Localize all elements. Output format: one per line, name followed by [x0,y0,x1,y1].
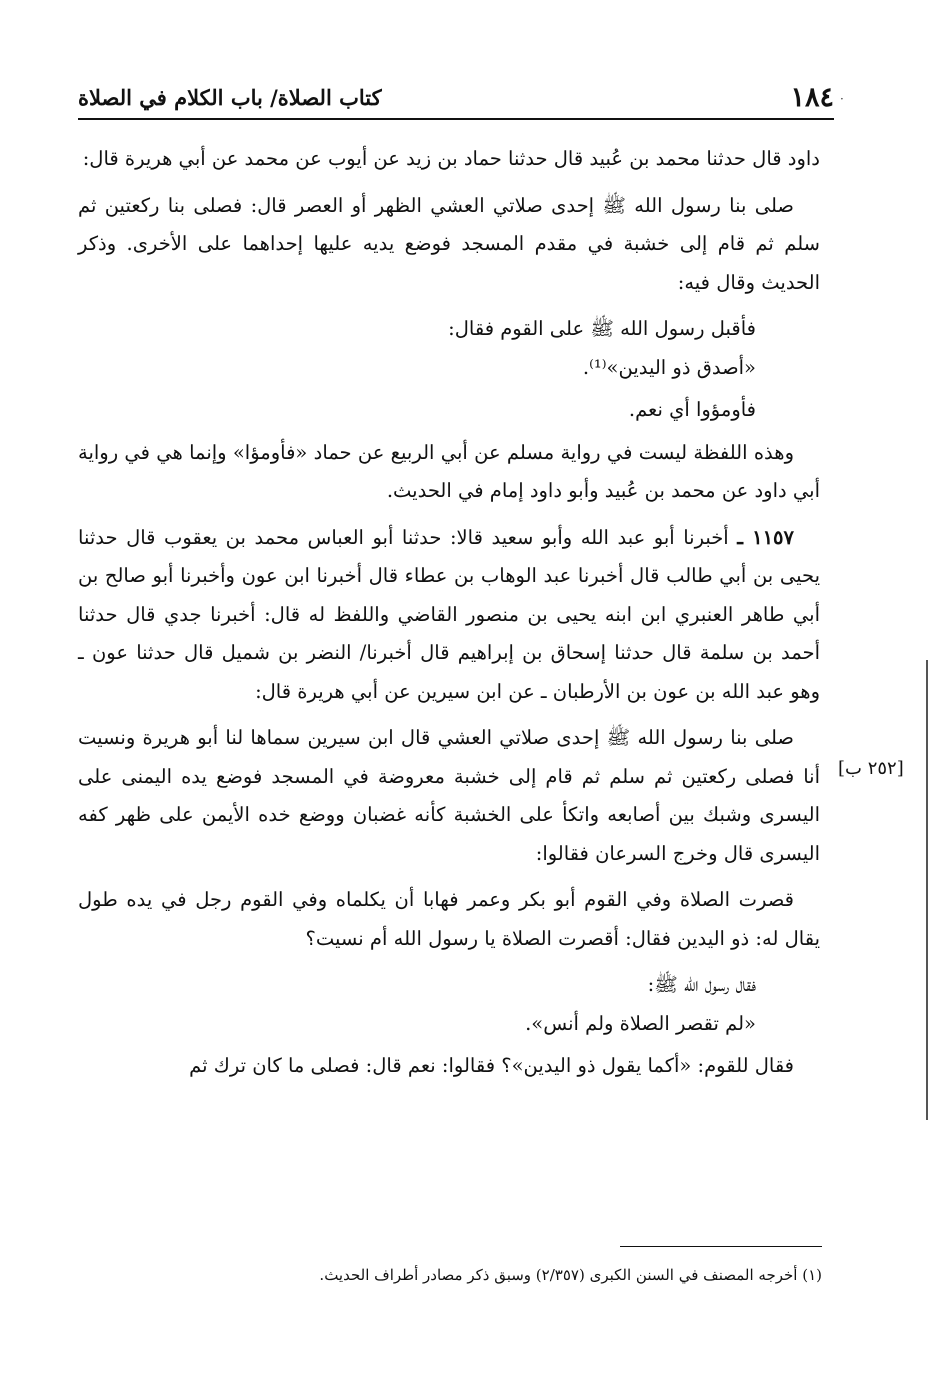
main-text [78,140,820,1094]
scan-mark: · [840,92,844,106]
paragraph-continuation: قصرت الصلاة وفي القوم أبو بكر وعمر فهابا أن يكلماه وفي القوم رجل في يده طول يقال له: ذو اليدين فقال: أقصرت الصلاة يا رسول الله أم نسيت؟ [78,888,820,950]
quote-block-2: فأومؤوا أي نعم. [628,398,756,421]
running-title: كتاب الصلاة/ باب الكلام في الصلاة [78,85,382,110]
quote-line: «أصدق ذو اليدين»⁽¹⁾. [582,355,756,379]
scan-edge-line [926,660,928,1120]
quote-block-1 [78,310,820,387]
margin-manuscript-ref: [٢٥٢ ب] [838,758,904,779]
paragraph-commentary: وهذه اللفظة ليست في رواية مسلم عن أبي الربيع عن حماد «فأومؤا» وإنما هي في رواية أبي داود عن محمد بن عُبيد وأبو داود إمام في الحديث. [78,440,820,502]
hadith-isnad: أخبرنا أبو عبد الله وأبو سعيد قالا: حدثنا أبو العباس محمد بن يعقوب قال حدثنا يحيى بن أبي طالب قال أخبرنا عبد الوهاب بن عطاء قال أخبرنا ابن عون وأخبرنا أبو صالح بن أبي طاهر العنبري ابن ابنه يحيى بن منصور القاضي واللفظ له قال: أخبرنا جدي قال حدثنا أحمد بن سلمة قال حدثنا إسحاق بن إبراهيم قال أخبرنا/ النضر بن شميل قال حدثنا عون ـ وهو عبد الله بن عون بن الأرطبان ـ عن ابن سيرين عن أبي هريرة قال: [78,525,820,703]
quote-line: «لم تقصر الصلاة ولم أنس». [525,1011,756,1035]
paragraph-hadith-1: صلى بنا رسول الله ﷺ إحدى صلاتي العشي الظهر أو العصر قال: فصلى بنا ركعتين ثم سلم ثم قام إلى خشبة في مقدم المسجد فوضع يديه عليها إحداهما على الأخرى. وذكر الحديث وقال فيه: [78,193,820,294]
quote-line: فقال رسول الله ﷺ: [647,973,756,996]
footnote-divider [620,1246,822,1247]
quote-block-3 [78,966,820,1043]
hadith-number: ١١٥٧ ـ [737,525,794,549]
paragraph-final: فقال للقوم: «أكما يقول ذو اليدين»؟ فقالوا: نعم قال: فصلى ما كان ترك ثم [189,1054,794,1077]
paragraph-hadith-text: صلى بنا رسول الله ﷺ إحدى صلاتي العشي قال ابن سيرين سماها لنا أبو هريرة ونسيت أنا فصلى ركعتين ثم سلم ثم قام إلى خشبة معروضة في المسجد فوضع يده اليمنى على اليسرى وشبك بين أصابعه واتكأ على الخشبة كأنه غضبان ووضع خده الأيمن على ظهر كفه اليسرى قال وخرج السرعان فقالوا: [78,726,820,865]
page-header [78,76,834,116]
page-number: ١٨٤ [790,82,834,113]
paragraph-isnad-1: داود قال حدثنا محمد بن عُبيد قال حدثنا حماد بن زيد عن أيوب عن محمد عن أبي هريرة قال: [82,147,820,170]
footnote: (١) أخرجه المصنف في السنن الكبرى (٢/٣٥٧) وسبق ذكر مصادر أطراف الحديث. [319,1266,822,1284]
paragraph-hadith-1157 [78,519,820,712]
quote-line: فأقبل رسول الله ﷺ على القوم فقال: [448,317,756,340]
header-divider [78,118,834,120]
